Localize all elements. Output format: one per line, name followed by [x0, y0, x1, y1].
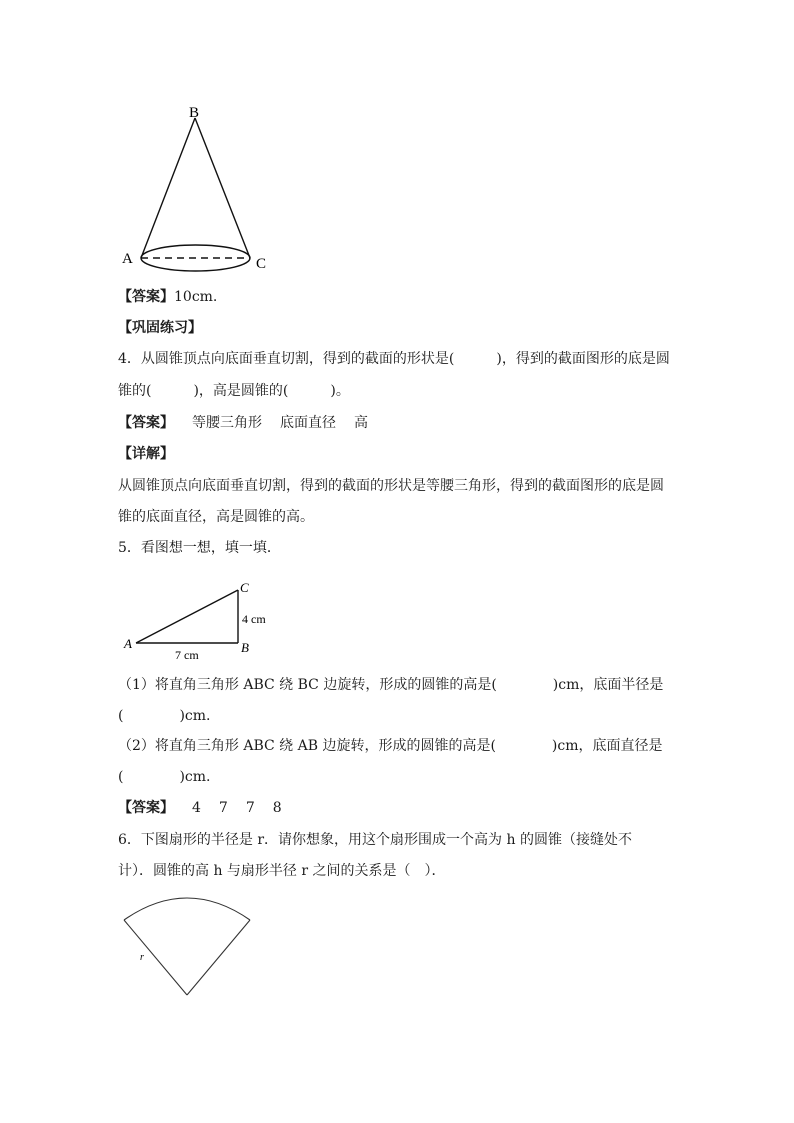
- answer-value: 10cm.: [174, 289, 218, 305]
- triangle-side-ac: [136, 590, 238, 643]
- sector-radius-left: [124, 920, 187, 995]
- answer-value: 高: [354, 415, 368, 431]
- answer-value: 底面直径: [280, 415, 336, 431]
- q4-detail-line1: 从圆锥顶点向底面垂直切割，得到的截面的形状是等腰三角形，得到的截面图形的底是圆: [118, 478, 664, 494]
- answer-tag: 【答案】: [118, 800, 174, 816]
- triangle-label-b: B: [241, 640, 249, 655]
- right-triangle-figure: [118, 575, 288, 665]
- sector-arc: [124, 898, 250, 920]
- cone-label-c: C: [256, 256, 267, 272]
- q6-line2: 计）．圆锥的高 h 与扇形半径 r 之间的关系是（ ）．: [118, 863, 446, 879]
- answer-value: 4: [192, 800, 201, 816]
- q4-answer: [118, 413, 368, 433]
- q5-part1-line1: （1）将直角三角形 ABC 绕 BC 边旋转，形成的圆锥的高是( )cm，底面半径是: [118, 677, 664, 693]
- triangle-side-ab-label: 7 cm: [175, 648, 199, 662]
- cone-side-right: [195, 118, 250, 258]
- cone-side-left: [141, 118, 195, 258]
- q5-part2-line1: （2）将直角三角形 ABC 绕 AB 边旋转，形成的圆锥的高是( )cm，底面直径是: [118, 738, 663, 754]
- section-title: 【巩固练习】: [118, 320, 202, 336]
- cone-base-back-arc: [141, 245, 250, 258]
- cone-figure: [110, 98, 290, 278]
- q4-line2: 锥的( )，高是圆锥的( )。: [118, 383, 350, 399]
- cone-label-a: A: [122, 251, 133, 267]
- q5-title: 5．看图想一想，填一填．: [118, 540, 281, 556]
- cone-base-front-arc: [141, 258, 250, 271]
- q5-answer: [118, 798, 282, 818]
- triangle-side-bc-label: 4 cm: [242, 612, 266, 626]
- sector-radius-right: [187, 920, 250, 995]
- answer-tag: 【答案】: [118, 415, 174, 431]
- answer-prev: [118, 287, 217, 307]
- answer-value: 7: [218, 800, 228, 816]
- sector-label-r: r: [140, 952, 144, 963]
- answer-value: 8: [272, 800, 282, 816]
- q5-part2-line2: ( )cm.: [118, 769, 211, 785]
- answer-value: 7: [245, 800, 255, 816]
- q4-detail-tag: 【详解】: [118, 446, 174, 462]
- q6-line1: 6．下图扇形的半径是 r．请你想象，用这个扇形围成一个高为 h 的圆锥（接缝处不: [118, 832, 632, 848]
- sector-figure: [118, 890, 258, 1000]
- cone-label-b: B: [189, 105, 200, 121]
- q4-detail-line2: 锥的底面直径，高是圆锥的高。: [118, 509, 314, 525]
- q4-line1: 4．从圆锥顶点向底面垂直切割，得到的截面的形状是( )，得到的截面图形的底是圆: [118, 351, 670, 367]
- triangle-label-a: A: [124, 636, 132, 651]
- q5-part1-line2: ( )cm.: [118, 708, 211, 724]
- triangle-label-c: C: [240, 580, 249, 595]
- answer-tag: 【答案】: [118, 289, 174, 305]
- answer-value: 等腰三角形: [192, 415, 262, 431]
